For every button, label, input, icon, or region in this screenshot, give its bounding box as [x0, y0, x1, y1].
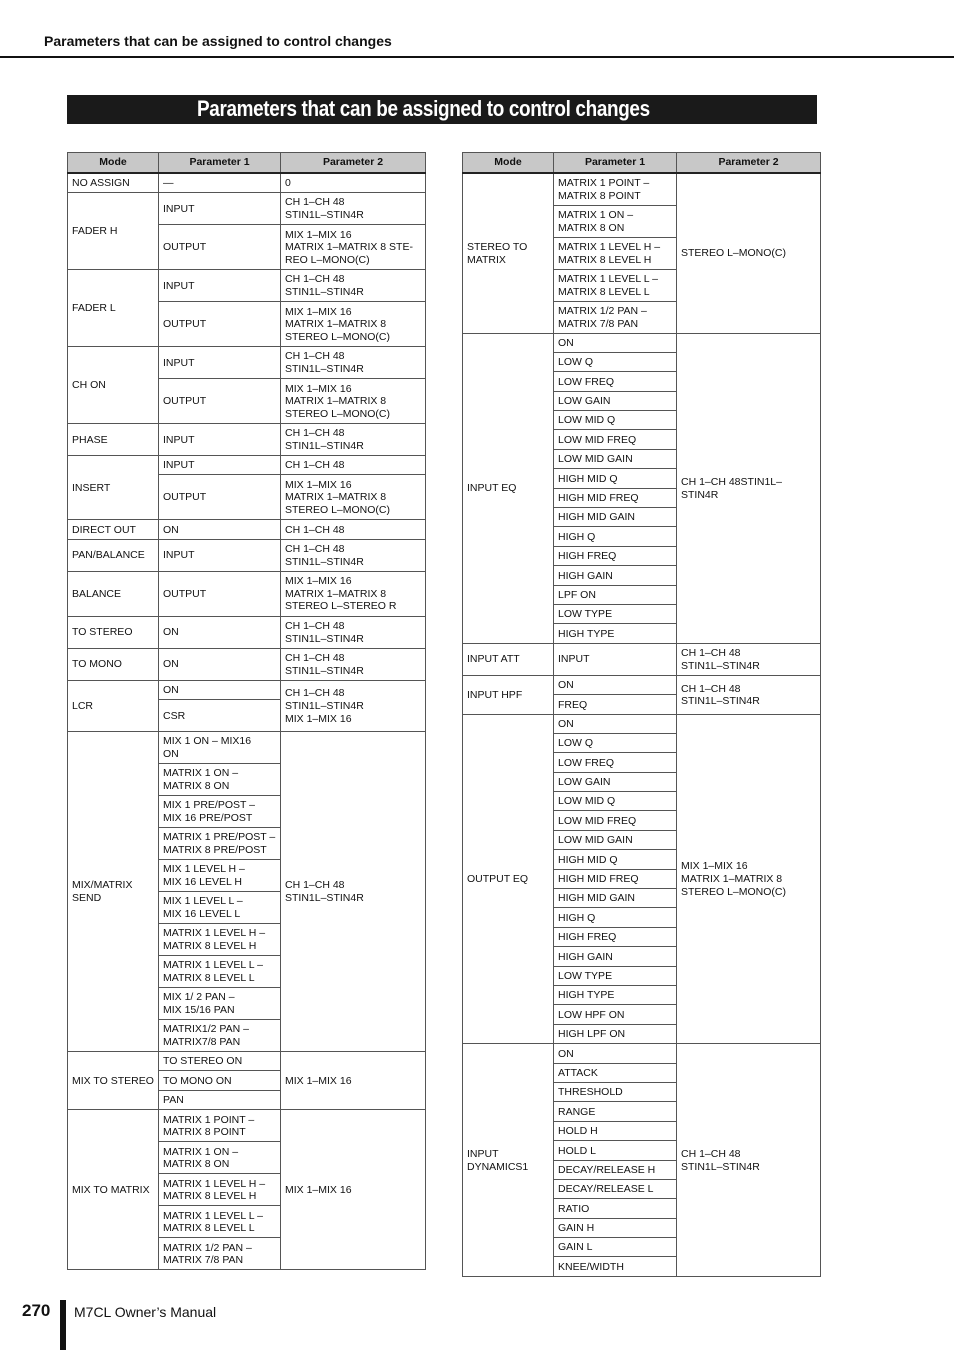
parameter-1-cell: HIGH MID Q [554, 469, 677, 488]
parameter-1-cell: MATRIX1/2 PAN – MATRIX7/8 PAN [159, 1020, 281, 1052]
parameter-1-cell: LOW FREQ [554, 753, 677, 772]
parameter-2-cell: CH 1–CH 48 STIN1L–STIN4R [677, 643, 821, 675]
parameter-2-cell: CH 1–CH 48STIN1L– STIN4R [677, 333, 821, 643]
parameter-2-cell: MIX 1–MIX 16 MATRIX 1–MATRIX 8 STEREO L–MONO(C) [281, 475, 426, 520]
parameter-1-cell: LOW MID GAIN [554, 830, 677, 849]
table-header-row [463, 153, 821, 174]
mode-cell: MIX TO STEREO [68, 1052, 159, 1110]
parameter-1-cell: ON [554, 675, 677, 694]
parameter-1-cell: MATRIX 1 POINT – MATRIX 8 POINT [159, 1110, 281, 1142]
parameter-1-cell: TO STEREO ON [159, 1052, 281, 1071]
footer-bar [60, 1300, 66, 1350]
parameter-1-cell: LOW Q [554, 733, 677, 752]
mode-cell: INPUT ATT [463, 643, 554, 675]
parameter-1-cell: MATRIX 1 LEVEL H – MATRIX 8 LEVEL H [159, 924, 281, 956]
mode-cell: FADER H [68, 192, 159, 269]
parameter-1-cell: MATRIX 1 LEVEL L – MATRIX 8 LEVEL L [159, 956, 281, 988]
header-parameter-2: Parameter 2 [677, 153, 821, 174]
table-row [68, 173, 426, 192]
page-number: 270 [22, 1301, 51, 1320]
parameter-1-cell: INPUT [159, 539, 281, 571]
parameter-2-cell: CH 1–CH 48 [281, 520, 426, 539]
parameter-1-cell: LOW MID FREQ [554, 811, 677, 830]
parameter-1-cell: MATRIX 1/2 PAN – MATRIX 7/8 PAN [554, 301, 677, 333]
mode-cell: STEREO TO MATRIX [463, 173, 554, 333]
parameter-1-cell: DECAY/RELEASE H [554, 1160, 677, 1179]
parameter-1-cell: HIGH MID FREQ [554, 869, 677, 888]
parameter-1-cell: HIGH GAIN [554, 566, 677, 585]
parameter-1-cell: MIX 1 PRE/POST – MIX 16 PRE/POST [159, 796, 281, 828]
parameter-1-cell: OUTPUT [159, 571, 281, 616]
table-row [68, 346, 426, 378]
parameter-1-cell: MIX 1 LEVEL L – MIX 16 LEVEL L [159, 892, 281, 924]
table-row [463, 333, 821, 352]
parameter-1-cell: ATTACK [554, 1063, 677, 1082]
mode-cell: MIX TO MATRIX [68, 1110, 159, 1270]
table-row [68, 192, 426, 224]
parameter-1-cell: OUTPUT [159, 224, 281, 269]
parameter-2-cell: CH 1–CH 48 STIN1L–STIN4R [281, 423, 426, 455]
parameter-1-cell: CSR [159, 700, 281, 732]
parameter-1-cell: INPUT [159, 346, 281, 378]
parameter-1-cell: HIGH FREQ [554, 546, 677, 565]
section-title: Parameters that can be assigned to control changes [197, 96, 650, 121]
table-row [68, 455, 426, 474]
mode-cell: INPUT DYNAMICS1 [463, 1044, 554, 1277]
parameter-2-cell: CH 1–CH 48 STIN1L–STIN4R [281, 539, 426, 571]
parameter-1-cell: MATRIX 1 LEVEL L – MATRIX 8 LEVEL L [159, 1206, 281, 1238]
mode-cell: BALANCE [68, 571, 159, 616]
parameter-1-cell: RATIO [554, 1199, 677, 1218]
table-row [68, 269, 426, 301]
header-parameter-1: Parameter 1 [159, 153, 281, 174]
parameter-1-cell: MATRIX 1 PRE/POST – MATRIX 8 PRE/POST [159, 828, 281, 860]
parameter-1-cell: LOW MID Q [554, 792, 677, 811]
mode-cell: CH ON [68, 346, 159, 423]
parameter-2-cell: CH 1–CH 48 [281, 455, 426, 474]
parameter-1-cell: HIGH LPF ON [554, 1024, 677, 1043]
table-row [68, 732, 426, 764]
parameter-1-cell: MATRIX 1 POINT – MATRIX 8 POINT [554, 173, 677, 205]
parameter-1-cell: HIGH TYPE [554, 624, 677, 643]
parameter-1-cell: ON [159, 616, 281, 648]
running-header-title: Parameters that can be assigned to control changes [44, 33, 392, 49]
table-row [463, 675, 821, 694]
parameter-2-cell: CH 1–CH 48 STIN1L–STIN4R [281, 192, 426, 224]
parameter-1-cell: LOW MID GAIN [554, 449, 677, 468]
table-row [68, 520, 426, 539]
mode-cell: FADER L [68, 269, 159, 346]
parameter-1-cell: INPUT [159, 269, 281, 301]
parameter-1-cell: MATRIX 1 LEVEL H – MATRIX 8 LEVEL H [554, 237, 677, 269]
parameter-1-cell: MATRIX 1 LEVEL L – MATRIX 8 LEVEL L [554, 269, 677, 301]
parameter-1-cell: ON [554, 1044, 677, 1063]
parameter-1-cell: FREQ [554, 695, 677, 714]
parameter-2-cell: MIX 1–MIX 16 [281, 1110, 426, 1270]
table-row [68, 648, 426, 680]
parameter-1-cell: LOW FREQ [554, 372, 677, 391]
parameter-2-cell: MIX 1–MIX 16 MATRIX 1–MATRIX 8 STEREO L–STEREO R [281, 571, 426, 616]
parameter-1-cell: INPUT [159, 423, 281, 455]
parameter-1-cell: HIGH MID GAIN [554, 508, 677, 527]
parameter-1-cell: HIGH TYPE [554, 986, 677, 1005]
manual-title: M7CL Owner’s Manual [74, 1304, 217, 1320]
parameter-1-cell: ON [554, 333, 677, 352]
header-mode: Mode [463, 153, 554, 174]
parameter-1-cell: LOW GAIN [554, 772, 677, 791]
table-row [68, 1110, 426, 1142]
mode-cell: LCR [68, 680, 159, 731]
parameter-1-cell: ON [159, 648, 281, 680]
header-parameter-2: Parameter 2 [281, 153, 426, 174]
table-row [463, 643, 821, 675]
parameter-1-cell: KNEE/WIDTH [554, 1257, 677, 1276]
parameter-1-cell: LOW HPF ON [554, 1005, 677, 1024]
parameter-1-cell: HIGH MID Q [554, 850, 677, 869]
table-header-row [68, 153, 426, 174]
table-row [68, 423, 426, 455]
parameter-1-cell: LOW GAIN [554, 391, 677, 410]
parameter-1-cell: LOW Q [554, 352, 677, 371]
header-mode: Mode [68, 153, 159, 174]
mode-cell: INSERT [68, 455, 159, 519]
parameter-2-cell: CH 1–CH 48 STIN1L–STIN4R [677, 675, 821, 714]
mode-cell: OUTPUT EQ [463, 714, 554, 1044]
mode-cell: PAN/BALANCE [68, 539, 159, 571]
parameter-1-cell: MATRIX 1 ON – MATRIX 8 ON [159, 764, 281, 796]
parameter-1-cell: HIGH MID GAIN [554, 889, 677, 908]
parameter-1-cell: OUTPUT [159, 475, 281, 520]
parameter-1-cell: HIGH GAIN [554, 947, 677, 966]
parameter-2-cell: 0 [281, 173, 426, 192]
parameter-2-cell: MIX 1–MIX 16 [281, 1052, 426, 1110]
table-row [68, 539, 426, 571]
table-row [463, 714, 821, 733]
parameter-1-cell: LOW MID FREQ [554, 430, 677, 449]
mode-cell: INPUT EQ [463, 333, 554, 643]
mode-cell: DIRECT OUT [68, 520, 159, 539]
parameter-1-cell: DECAY/RELEASE L [554, 1179, 677, 1198]
parameter-1-cell: PAN [159, 1090, 281, 1109]
parameter-1-cell: ON [159, 680, 281, 699]
parameter-1-cell: MIX 1 LEVEL H – MIX 16 LEVEL H [159, 860, 281, 892]
table-row [68, 680, 426, 699]
parameter-2-cell: MIX 1–MIX 16 MATRIX 1–MATRIX 8 STE- REO L–MONO(C) [281, 224, 426, 269]
parameter-1-cell: MATRIX 1 ON – MATRIX 8 ON [554, 205, 677, 237]
parameter-2-cell: CH 1–CH 48 STIN1L–STIN4R [281, 732, 426, 1052]
parameter-1-cell: ON [159, 520, 281, 539]
parameter-1-cell: OUTPUT [159, 378, 281, 423]
mode-cell: INPUT HPF [463, 675, 554, 714]
parameter-1-cell: LPF ON [554, 585, 677, 604]
parameter-1-cell: ON [554, 714, 677, 733]
parameter-1-cell: LOW TYPE [554, 604, 677, 623]
parameter-2-cell: CH 1–CH 48 STIN1L–STIN4R [281, 648, 426, 680]
table-row [463, 173, 821, 205]
parameter-1-cell: HIGH MID FREQ [554, 488, 677, 507]
parameter-1-cell: HIGH Q [554, 527, 677, 546]
parameter-2-cell: CH 1–CH 48 STIN1L–STIN4R [281, 269, 426, 301]
parameter-table-left [67, 152, 426, 1270]
parameter-1-cell: HOLD H [554, 1121, 677, 1140]
parameter-1-cell: MATRIX 1/2 PAN – MATRIX 7/8 PAN [159, 1238, 281, 1270]
parameter-1-cell: — [159, 173, 281, 192]
parameter-2-cell: CH 1–CH 48 STIN1L–STIN4R [677, 1044, 821, 1277]
table-row [463, 1044, 821, 1063]
parameter-2-cell: MIX 1–MIX 16 MATRIX 1–MATRIX 8 STEREO L–MONO(C) [281, 378, 426, 423]
table-row [68, 1052, 426, 1071]
parameter-1-cell: LOW TYPE [554, 966, 677, 985]
header-rule [0, 56, 954, 58]
parameter-1-cell: HOLD L [554, 1141, 677, 1160]
parameter-1-cell: INPUT [159, 192, 281, 224]
mode-cell: NO ASSIGN [68, 173, 159, 192]
parameter-1-cell: HIGH FREQ [554, 927, 677, 946]
mode-cell: MIX/MATRIX SEND [68, 732, 159, 1052]
parameter-1-cell: THRESHOLD [554, 1082, 677, 1101]
parameter-2-cell: CH 1–CH 48 STIN1L–STIN4R MIX 1–MIX 16 [281, 680, 426, 731]
parameter-1-cell: GAIN L [554, 1238, 677, 1257]
table-row [68, 616, 426, 648]
section-banner [67, 95, 817, 124]
mode-cell: PHASE [68, 423, 159, 455]
parameter-1-cell: INPUT [554, 643, 677, 675]
parameter-2-cell: MIX 1–MIX 16 MATRIX 1–MATRIX 8 STEREO L–MONO(C) [281, 301, 426, 346]
parameter-1-cell: LOW MID Q [554, 411, 677, 430]
parameter-2-cell: MIX 1–MIX 16 MATRIX 1–MATRIX 8 STEREO L–MONO(C) [677, 714, 821, 1044]
parameter-2-cell: CH 1–CH 48 STIN1L–STIN4R [281, 616, 426, 648]
parameter-2-cell: CH 1–CH 48 STIN1L–STIN4R [281, 346, 426, 378]
parameter-2-cell: STEREO L–MONO(C) [677, 173, 821, 333]
table-row [68, 571, 426, 616]
parameter-table-right [462, 152, 821, 1277]
parameter-1-cell: GAIN H [554, 1218, 677, 1237]
parameter-1-cell: INPUT [159, 455, 281, 474]
parameter-1-cell: TO MONO ON [159, 1071, 281, 1090]
parameter-1-cell: MATRIX 1 LEVEL H – MATRIX 8 LEVEL H [159, 1174, 281, 1206]
parameter-1-cell: OUTPUT [159, 301, 281, 346]
parameter-1-cell: RANGE [554, 1102, 677, 1121]
mode-cell: TO MONO [68, 648, 159, 680]
header-parameter-1: Parameter 1 [554, 153, 677, 174]
parameter-1-cell: MIX 1 ON – MIX16 ON [159, 732, 281, 764]
parameter-1-cell: HIGH Q [554, 908, 677, 927]
parameter-1-cell: MATRIX 1 ON – MATRIX 8 ON [159, 1142, 281, 1174]
parameter-1-cell: MIX 1/ 2 PAN – MIX 15/16 PAN [159, 988, 281, 1020]
mode-cell: TO STEREO [68, 616, 159, 648]
